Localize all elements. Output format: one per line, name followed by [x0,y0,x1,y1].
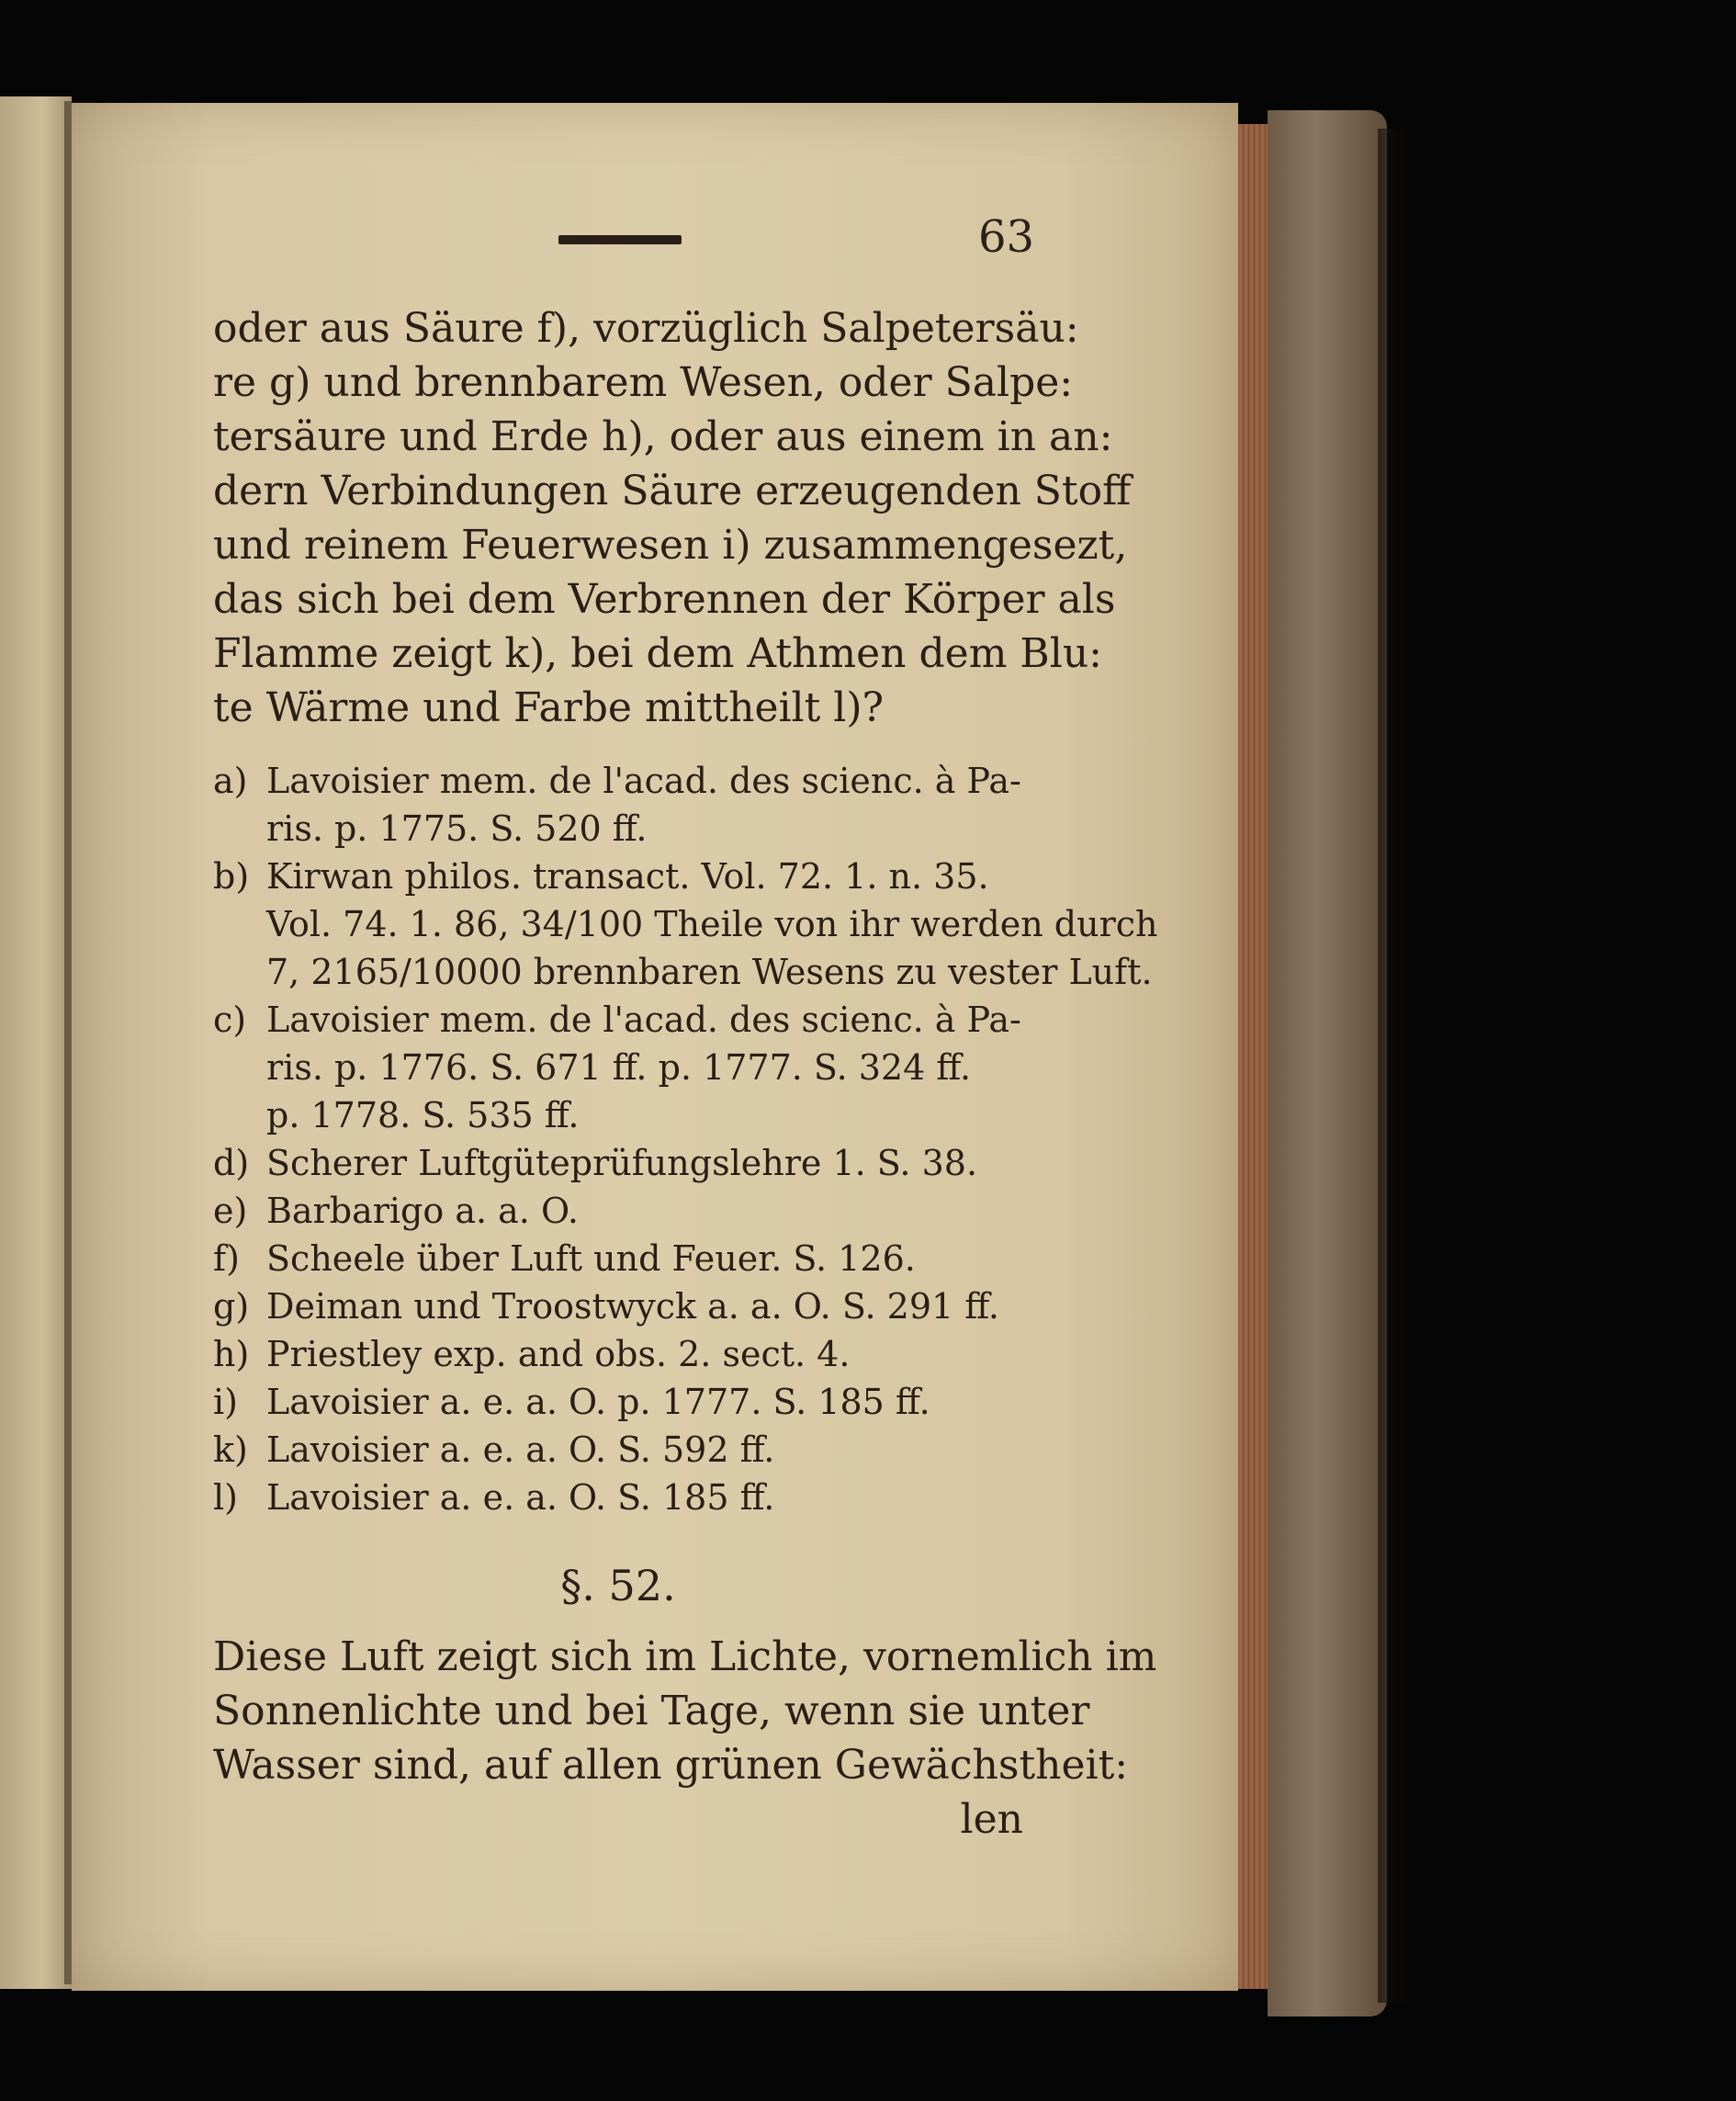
footnote [213,1282,1023,1330]
footnote-continuation: p. 1778. S. 535 ff. [266,1095,580,1135]
footnote [213,1474,1023,1521]
footnote-continuation: 7, 2165/10000 brennbaren Wesens zu vester Luft. [266,952,1153,992]
footnote [213,1330,1023,1378]
body-line: dern Verbindungen Säure erzeugenden Stoff [213,468,1132,514]
page-number: 63 [978,211,1035,263]
footnote-text: Lavoisier mem. de l'acad. des scienc. à Pa- [266,761,1021,801]
footnote-letter: d) [213,1143,250,1183]
footnote [213,1139,1023,1187]
footnote [213,757,1023,805]
footnote-continuation: ris. p. 1775. S. 520 ff. [266,808,648,849]
body-line: Sonnenlichte und bei Tage, wenn sie unter [213,1688,1090,1734]
footnote-letter: b) [213,856,250,897]
footnote [213,996,1023,1044]
header-rule [558,235,682,244]
footnote-text: Lavoisier a. e. a. O. p. 1777. S. 185 ff. [266,1382,930,1422]
section-heading: §. 52. [560,1561,676,1610]
footnote-letter: g) [213,1286,250,1327]
text-block [213,301,1158,1847]
footnote-letter: i) [213,1382,238,1422]
footnote [213,1235,1023,1282]
footnote-letter: k) [213,1429,248,1470]
body-line: und reinem Feuerwesen i) zusammengesezt, [213,522,1128,569]
footnote-letter: a) [213,761,248,801]
footnote-text: Lavoisier mem. de l'acad. des scienc. à Pa- [266,1000,1021,1040]
cover-shadow [1378,129,1415,2003]
body-line: Wasser sind, auf allen grünen Gewächstheit: [213,1742,1129,1789]
footnote-text: Barbarigo a. a. O. [266,1191,579,1231]
footnote-text: Priestley exp. and obs. 2. sect. 4. [266,1334,851,1374]
footnote-text: Deiman und Troostwyck a. a. O. S. 291 ff. [266,1286,999,1327]
footnote-text: Scherer Luftgüteprüfungslehre 1. S. 38. [266,1143,978,1183]
body-line: tersäure und Erde h), oder aus einem in an: [213,413,1113,460]
book-cover [1268,110,1387,2016]
footnote-letter: f) [213,1238,240,1279]
footnote-text: Lavoisier a. e. a. O. S. 592 ff. [266,1429,775,1470]
footnote-text: Lavoisier a. e. a. O. S. 185 ff. [266,1477,775,1518]
footnote-text: Scheele über Luft und Feuer. S. 126. [266,1238,916,1279]
body-line: Flamme zeigt k), bei dem Athmen dem Blu: [213,630,1102,677]
footnote [213,1187,1023,1235]
body-line: te Wärme und Farbe mittheilt l)? [213,684,885,731]
footnote-letter: h) [213,1334,250,1374]
body-line: Diese Luft zeigt sich im Lichte, vornemlich im [213,1633,1157,1680]
footnote-letter: e) [213,1191,248,1231]
paragraph-2 [213,1630,1157,1792]
footnote-letter: l) [213,1477,238,1518]
body-line: oder aus Säure f), vorzüglich Salpetersäu: [213,305,1079,352]
footnote-letter: c) [213,1000,247,1040]
footnotes [213,757,1158,1521]
footnote-text: Kirwan philos. transact. Vol. 72. 1. n. 35. [266,856,989,897]
footnote [213,853,1023,900]
body-line: re g) und brennbarem Wesen, oder Salpe: [213,359,1074,406]
catchword: len [960,1796,1023,1843]
paragraph-1 [213,301,1132,735]
footnote [213,1426,1023,1474]
footnote-continuation: Vol. 74. 1. 86, 34/100 Theile von ihr werden durch [266,904,1158,944]
footnote-continuation: ris. p. 1776. S. 671 ff. p. 1777. S. 324 ff. [266,1047,972,1088]
left-page-edge [0,96,72,1989]
footnote [213,1378,1023,1426]
body-line: das sich bei dem Verbrennen der Körper als [213,576,1116,623]
